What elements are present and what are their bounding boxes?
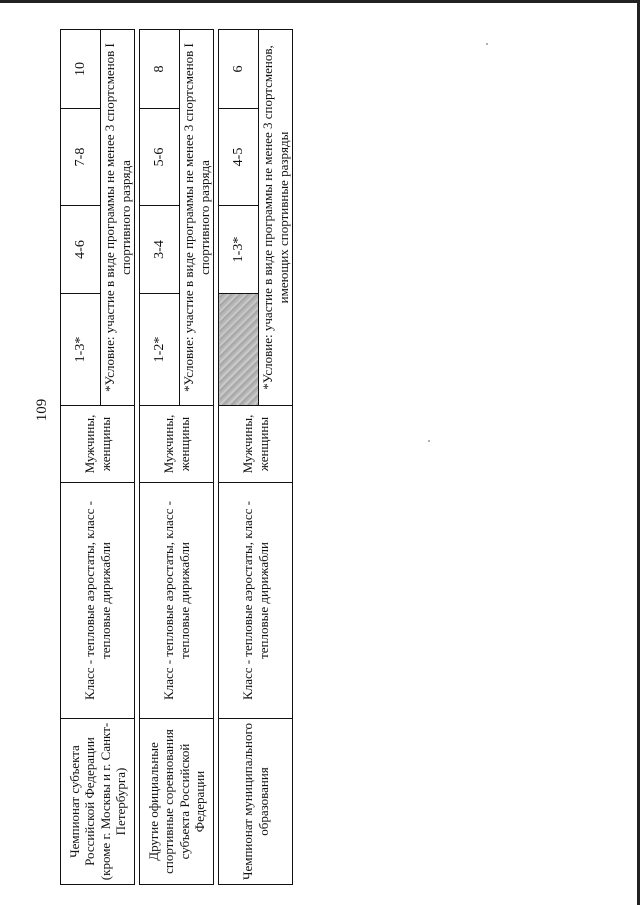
sex-cell: Мужчины, женщины — [61, 406, 135, 483]
place-cell: 8 — [140, 30, 180, 109]
table-row — [219, 30, 259, 885]
shaded-empty-cell — [219, 294, 259, 406]
place-cell: 1-3* — [219, 206, 259, 294]
condition-cell: *Условие: участие в виде программы не менее 3 спортсменов I спортивного разряда — [180, 30, 214, 406]
place-cell: 10 — [61, 30, 101, 109]
rotated-page — [34, 30, 300, 885]
condition-cell: *Условие: участие в виде программы не менее 3 спортсменов, имеющих спортивные разряды — [259, 30, 293, 406]
class-cell: Класс - тепловые аэростаты, класс - тепловые дирижабли — [61, 483, 135, 719]
place-cell: 7-8 — [61, 109, 101, 206]
competition-cell: Чемпионат субъекта Российской Федерации (кроме г. Москвы и г. Санкт-Петербурга) — [61, 719, 135, 885]
table-row — [61, 30, 101, 885]
scan-speck — [486, 43, 488, 45]
sex-cell: Мужчины, женщины — [219, 406, 293, 483]
sex-cell: Мужчины, женщины — [140, 406, 214, 483]
scan-speck — [428, 440, 430, 442]
competition-cell: Другие официальные спортивные соревнования субъекта Российской Федерации — [140, 719, 214, 885]
place-cell: 6 — [219, 30, 259, 109]
place-cell: 1-3* — [61, 294, 101, 406]
class-cell: Класс - тепловые аэростаты, класс - тепловые дирижабли — [140, 483, 214, 719]
classification-table — [60, 29, 293, 885]
place-cell: 1-2* — [140, 294, 180, 406]
condition-cell: *Условие: участие в виде программы не менее 3 спортсменов I спортивного разряда — [101, 30, 135, 406]
place-cell: 5-6 — [140, 109, 180, 206]
place-cell: 4-6 — [61, 206, 101, 294]
page-number: 109 — [34, 398, 50, 422]
place-cell: 3-4 — [140, 206, 180, 294]
scan-border-top — [0, 0, 640, 3]
competition-cell: Чемпионат муниципального образования — [219, 719, 293, 885]
table-row — [140, 30, 180, 885]
class-cell: Класс - тепловые аэростаты, класс - тепловые дирижабли — [219, 483, 293, 719]
place-cell: 4-5 — [219, 109, 259, 206]
